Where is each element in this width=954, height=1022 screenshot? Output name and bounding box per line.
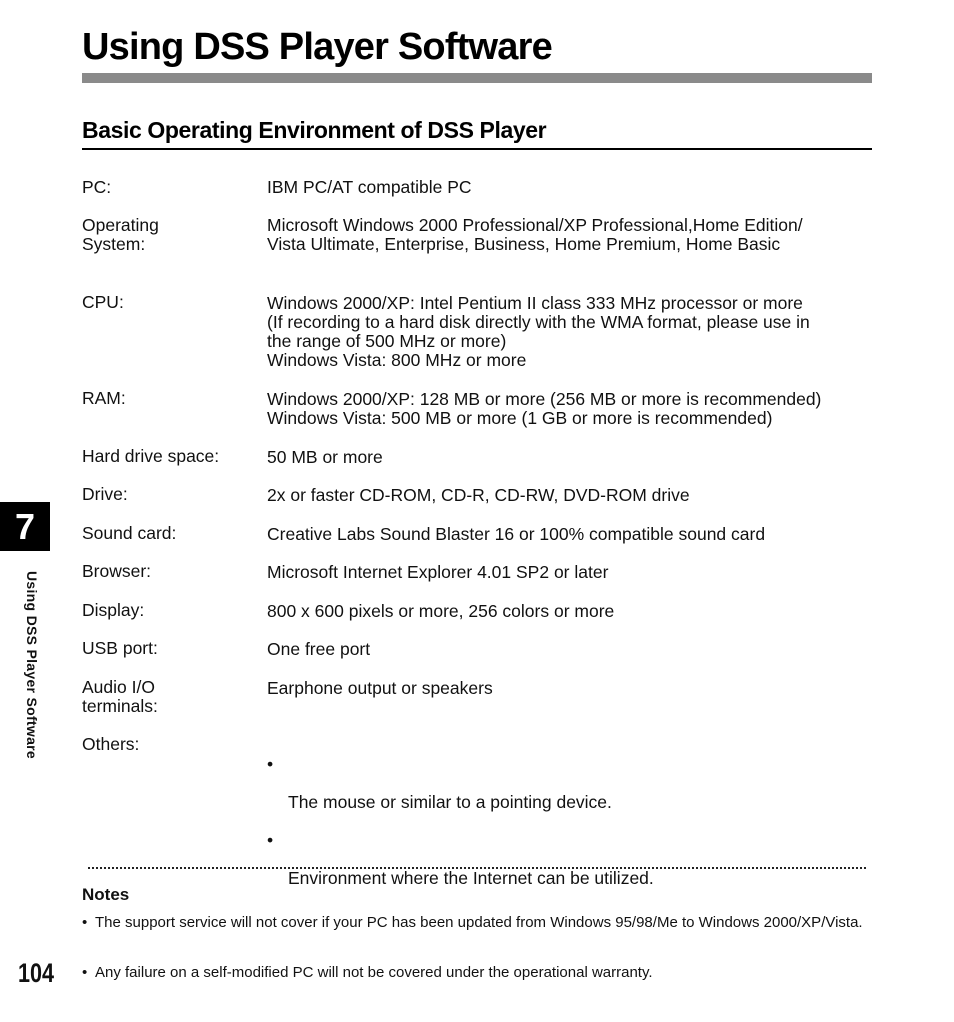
spec-label: Display: bbox=[82, 600, 145, 620]
spec-label: Drive: bbox=[82, 484, 128, 504]
spec-label: PC: bbox=[82, 177, 112, 197]
chapter-tab: 7 bbox=[0, 502, 50, 551]
spec-label: RAM: bbox=[82, 388, 126, 408]
spec-label: USB port: bbox=[82, 638, 158, 658]
note-item bbox=[82, 910, 872, 935]
spec-label: Operating System: bbox=[82, 215, 159, 254]
spec-label: Hard drive space: bbox=[82, 446, 220, 466]
spec-value: 2x or faster CD-ROM, CD-R, CD-RW, DVD-ROM drive bbox=[267, 485, 690, 505]
page-number: 104 bbox=[18, 958, 55, 988]
list-item bbox=[267, 831, 877, 888]
spec-value: Windows 2000/XP: Intel Pentium II class 333 MHz processor or more (If recording to a hard disk directly with the WMA format, please use in the range of 500 MHz or more) Windows Vista: 800 MHz or more bbox=[267, 293, 810, 370]
spec-label: CPU: bbox=[82, 292, 124, 312]
notes-heading: Notes bbox=[82, 885, 130, 904]
spec-value: IBM PC/AT compatible PC bbox=[267, 177, 472, 197]
notes-divider bbox=[88, 867, 866, 869]
spec-value: 50 MB or more bbox=[267, 447, 383, 467]
spec-value: 800 x 600 pixels or more, 256 colors or more bbox=[267, 601, 615, 621]
note-text: Any failure on a self-modified PC will not be covered under the operational warranty. bbox=[95, 964, 653, 981]
bullet-icon: • bbox=[82, 914, 88, 931]
spec-value: Earphone output or speakers bbox=[267, 678, 493, 698]
bullet-icon: • bbox=[82, 964, 88, 981]
list-item-text: Environment where the Internet can be utilized. bbox=[288, 868, 654, 888]
spec-value: Windows 2000/XP: 128 MB or more (256 MB or more is recommended) Windows Vista: 500 MB or more (1 GB or more is recommended) bbox=[267, 389, 822, 428]
spec-label: Browser: bbox=[82, 561, 152, 581]
section-divider bbox=[82, 148, 872, 150]
spec-value: One free port bbox=[267, 639, 371, 659]
note-item bbox=[82, 960, 872, 985]
list-item-text: The mouse or similar to a pointing device. bbox=[288, 792, 612, 812]
spec-value: Microsoft Internet Explorer 4.01 SP2 or later bbox=[267, 562, 609, 582]
spec-label: Others: bbox=[82, 734, 140, 754]
page-title: Using DSS Player Software bbox=[82, 26, 552, 68]
spec-value: Microsoft Windows 2000 Professional/XP Professional,Home Edition/ Vista Ultimate, Enterprise, Business, Home Premium, Home Basic bbox=[267, 215, 803, 254]
list-item bbox=[267, 755, 877, 812]
spec-bullet-list bbox=[267, 736, 877, 907]
bullet-icon: • bbox=[267, 754, 274, 774]
spec-value: Creative Labs Sound Blaster 16 or 100% compatible sound card bbox=[267, 524, 766, 544]
title-underline-bar bbox=[82, 73, 872, 83]
chapter-side-label: Using DSS Player Software bbox=[24, 571, 40, 760]
spec-label: Audio I/O terminals: bbox=[82, 677, 158, 716]
bullet-icon: • bbox=[267, 830, 274, 850]
note-text: The support service will not cover if your PC has been updated from Windows 95/98/Me to Windows 2000/XP/Vista. bbox=[95, 914, 863, 931]
section-heading: Basic Operating Environment of DSS Player bbox=[82, 117, 547, 143]
spec-label: Sound card: bbox=[82, 523, 177, 543]
